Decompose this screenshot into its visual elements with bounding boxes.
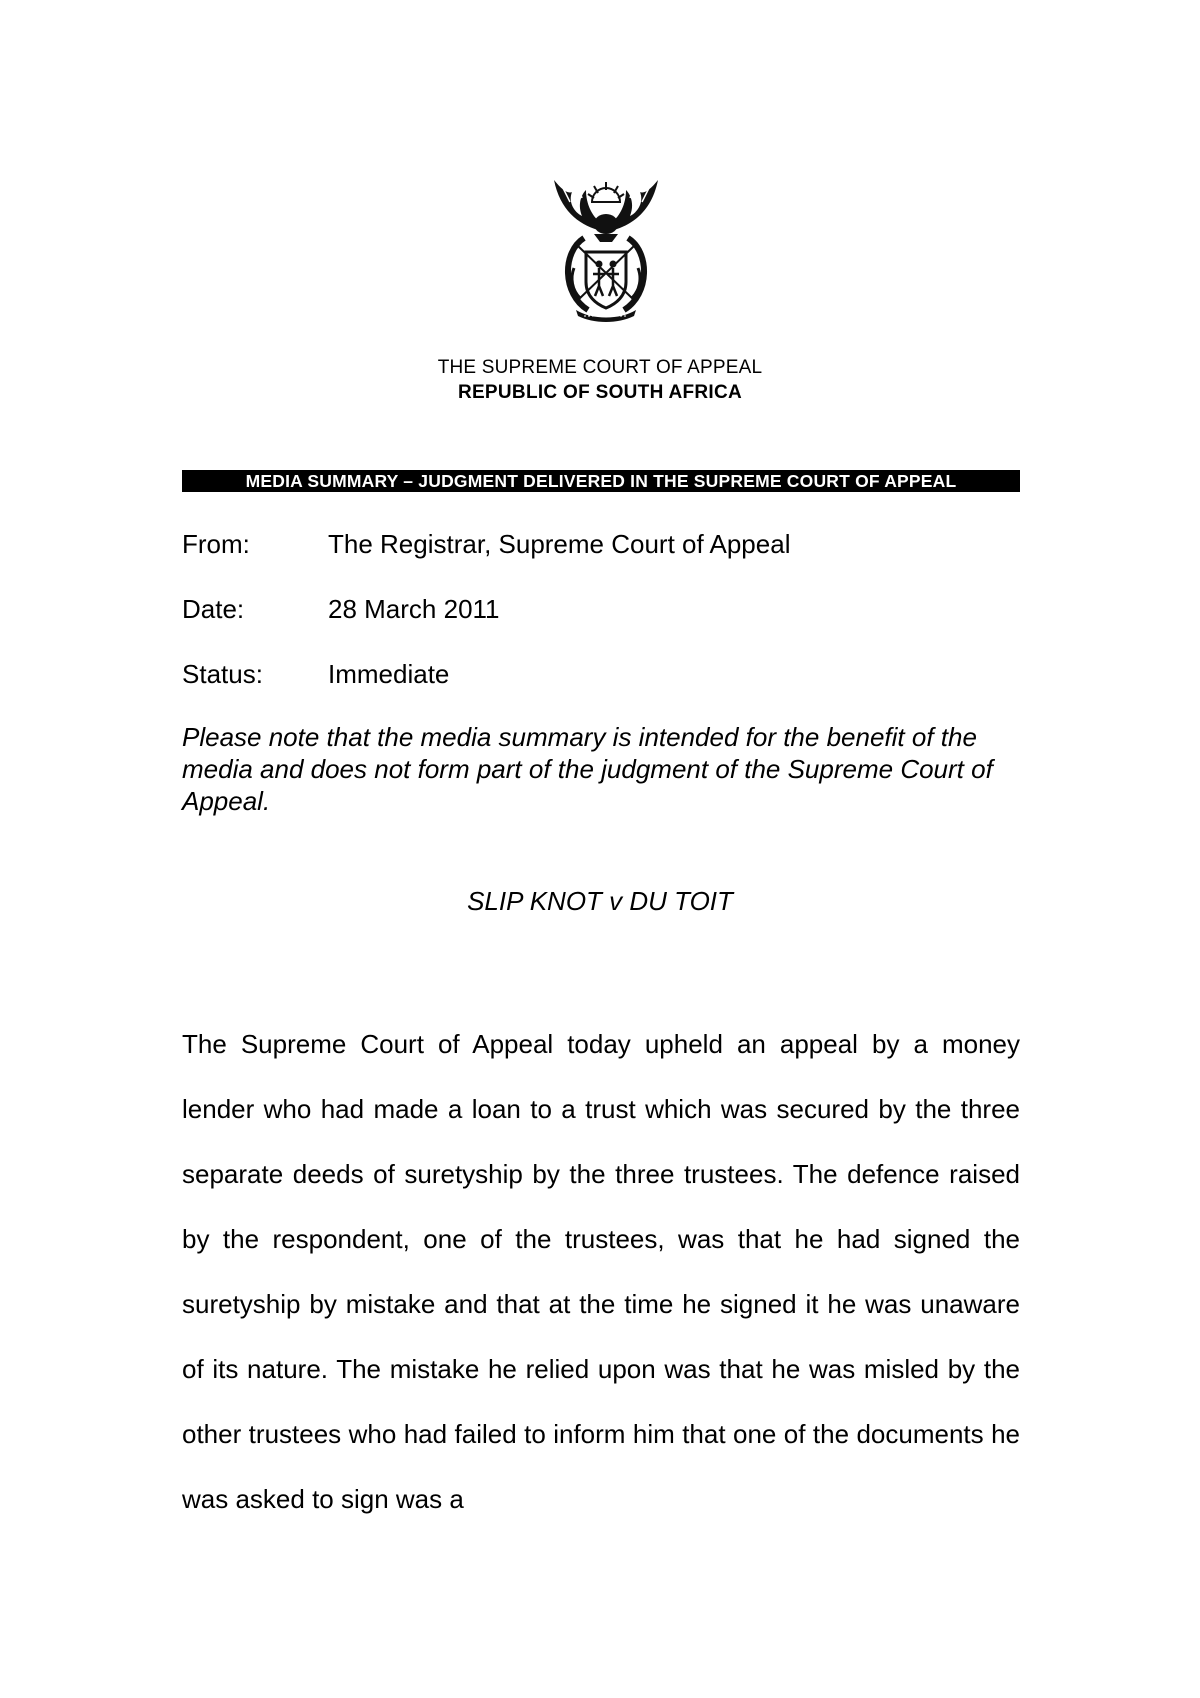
from-value: The Registrar, Supreme Court of Appeal — [328, 529, 791, 559]
status-row — [182, 657, 1022, 691]
date-value: 28 March 2011 — [328, 594, 500, 624]
case-title: SLIP KNOT v DU TOIT — [467, 886, 733, 916]
from-row — [182, 527, 1022, 561]
media-summary-banner: MEDIA SUMMARY – JUDGMENT DELIVERED IN THE SUPREME COURT OF APPEAL — [182, 470, 1020, 492]
date-label: Date: — [182, 594, 245, 624]
status-label: Status: — [182, 659, 263, 689]
coat-of-arms-icon — [548, 172, 664, 324]
date-row — [182, 592, 1022, 626]
court-name: THE SUPREME COURT OF APPEAL — [437, 357, 763, 378]
from-label: From: — [182, 529, 250, 559]
republic-name: REPUBLIC OF SOUTH AFRICA — [457, 382, 743, 403]
status-value: Immediate — [328, 659, 450, 689]
summary-body: The Supreme Court of Appeal today upheld an appeal by a money lender who had made a loan to a trust which was secured by the three separate deeds of suretyship by the three trustees. The defence raised by the respondent, one of the trustees, was that he had signed the suretyship by mistake and that at the time he signed it he was unaware of its nature. The mistake he relied upon was that he was misled by the other trustees who had failed to inform him that one of the documents he was asked to sign was a — [182, 1029, 1020, 1514]
disclaimer-note: Please note that the media summary is intended for the benefit of the media and does not form part of the judgment of the Supreme Court of Appeal. — [182, 722, 993, 816]
